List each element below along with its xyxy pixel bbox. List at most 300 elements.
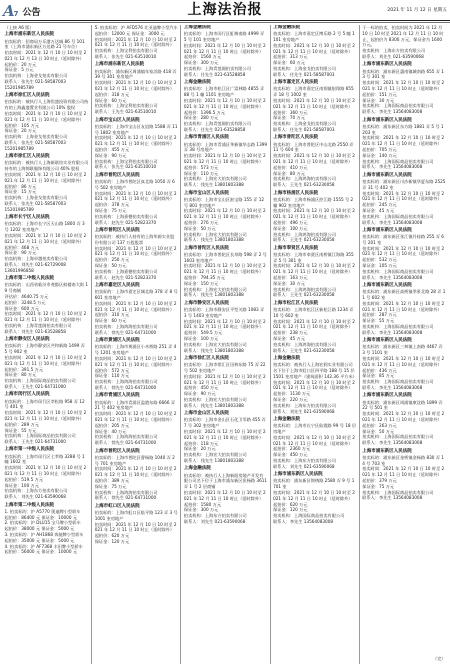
notice-line: 拍卖机构：上海宝利拍卖有限公司 — [94, 103, 158, 109]
auction-notice — [95, 173, 178, 226]
notice-line: 保证金：90 万元 — [4, 250, 37, 256]
notice-line: 起拍价：389 万元 — [94, 477, 130, 483]
notice-line: 拍卖时间：2021 年 12 月 10 日 10 时至 2021 年 12 月 11 日 10 时止（延时除外） — [362, 80, 445, 91]
notice-line: 起拍价：263 万元 — [362, 422, 397, 428]
notice-line: 拍卖标的：浦东新区张江镇丹桂路 255 弄 6 号 201 室 — [362, 234, 444, 245]
notice-court-name: 上海市闵行区人民法院 — [4, 392, 50, 398]
notice-line: 拍卖标的：被执行人上海恒盛投资有限公司持有的上海鑫盛置业有限公司 10% 股权 — [4, 99, 89, 111]
notice-line: 起拍价：450 万元 — [183, 385, 219, 391]
notice-line: 拍卖标的：上海市静安区平型关路 1083 弄 3 号 1403 室房地产 — [183, 307, 265, 318]
notice-line: 保证金：75 万元 — [94, 207, 127, 213]
notice-line: 拍卖标的：浦东新区三林镇上南路 4467 弄 3 号 1101 室 — [362, 344, 443, 356]
notice-line: 拍卖标的：上海市虹口区临平路 123 弄 3 号 1001 室房地产 — [94, 509, 178, 521]
section-label — [3, 1, 41, 19]
notice-line: 起拍价：360 万元 — [273, 109, 308, 115]
notice-line: 于一标的拍卖，拍卖时间为 2021 年 12 月 10 日 10 时至 2021 年 12 月 11 日 10 时止，起拍价为 8300 万元，保证金为 1600 万元。 — [362, 25, 444, 48]
notice-line: 拍卖时间：2021 年 12 月 10 日 10 时至 2021 年 12 月 11 日 10 时止（延时除外） — [94, 466, 177, 478]
notice-court-name: 上海市第二中级人民法院 — [4, 502, 54, 508]
notice-court-name: 上海市金山区人民法院 — [183, 411, 229, 417]
notice-line: 拍卖机构：上海国际商品拍卖有限公司 — [273, 513, 345, 519]
notice-line: 起拍价：313 万元 — [273, 54, 308, 60]
notice-court-name: 上海市普陀区人民法院 — [94, 172, 140, 178]
notice-line: 联系人：李先生 13564083008 — [362, 109, 423, 115]
notice-line: 拍卖机构：上海鸿海拍卖有限公司 — [273, 231, 336, 237]
notice-line: 联系人：钱先生 13801803388 — [183, 347, 244, 353]
notice-line: 拍卖标的：浦东新区川沙新镇华夏东路 2525 弄 31 号 402 室 — [362, 178, 446, 190]
notice-line: 拍卖机构：上海鸿海拍卖有限公司 — [94, 324, 158, 330]
notice-court-name: 上海市第二中级人民法院 — [4, 276, 54, 282]
notice-line: 拍卖时间：2021 年 12 月 10 日 10 时至 2021 年 12 月 11 日 10 时止（延时除外） — [4, 172, 87, 183]
notice-line: 拍卖时间：2021 年 12 月 10 日 10 时至 2021 年 12 月 11 日 10 时止（延时除外） — [362, 466, 445, 478]
notice-line: 起拍价：468 万元 — [4, 244, 39, 250]
notice-line: 起拍价：287 万元 — [362, 312, 397, 318]
notice-line: 保证金：300 万元 — [183, 60, 219, 66]
auction-notice — [362, 393, 445, 446]
notice-court-name: 上海市普陀区人民法院 — [94, 227, 140, 233]
notice-line: 拍卖机构：上海国际商品拍卖有限公司 — [362, 379, 434, 385]
notice-line: 拍卖机构：上海国际商品拍卖有限公司 — [362, 103, 434, 109]
notice-line: 起拍价：549.5 万元 — [183, 330, 223, 336]
notice-line: 联系人：刘先生 021-63528858 — [4, 328, 66, 334]
notice-line: 联系人：钱先生 13801803388 — [183, 237, 244, 243]
notice-line: 联系人：王先生 021-63230058 — [273, 292, 335, 298]
notice-line: 拍卖标的：浦东新区金桥镇金杨路 830 弄 14 号 703 室 — [362, 454, 444, 466]
notice-line: 联系人：任先生 021-58587003 — [273, 126, 335, 132]
notice-line: 联系人：李先生 13564083008 — [362, 164, 423, 170]
newspaper-masthead: 上海法治报 — [187, 2, 263, 18]
notice-line: 联系人：李先生 13564083008 — [362, 385, 423, 391]
notice-court-name: 上海市黄浦区人民法院 — [94, 338, 140, 344]
notice-line: 拍卖时间：2021 年 12 月 10 日 10 时至 2021 年 12 月 11 日 10 时止（延时除外） — [362, 356, 445, 367]
notice-line: 保证金：120 万元 — [94, 538, 130, 544]
notice-court-name: 上海市浦东新区人民法院 — [362, 338, 412, 344]
notice-line: 拍卖标的：上海市宝山区淞宝路 155 弄 12 号 801 室房地产 — [183, 196, 265, 208]
notice-line: 联系人：钱先生 13801803388 — [183, 402, 244, 408]
auction-notice — [5, 447, 89, 500]
notice-court-name: 上海市静安区人民法院 — [183, 300, 229, 306]
column-3 — [180, 25, 269, 664]
notice-court-name: 上海市普陀区人民法院 — [273, 135, 319, 141]
notice-line: 拍卖标的：上海市嘉定区城北路 378 弄 8 号 601 室房地产 — [94, 289, 178, 301]
notice-line: 拍卖机构：上海国际商品拍卖有限公司 — [4, 433, 76, 439]
notice-line: 保证金：220 万元 — [273, 397, 308, 403]
notice-line: 起拍价：572 万元 — [94, 367, 130, 373]
notice-line: 起拍价：620 万元 — [94, 533, 130, 539]
notice-line: 联系人：徐先生 021-64731000 — [94, 440, 157, 446]
notice-line: 起拍价：1396.5 万元 — [183, 109, 225, 115]
notice-line: 联系人：李先生 13564083008 — [362, 495, 423, 501]
notice-line: 拍卖时间：2021 年 12 月 10 日 10 时至 2021 年 12 月 11 日 10 时止（延时除外） — [94, 521, 177, 533]
notice-line: 拍卖标的：上海市徐汇区田林东路 75 弄 22 号 502 室房地产 — [183, 362, 266, 374]
auction-notice — [95, 25, 178, 60]
notice-line: 起拍价：1560 万元 — [183, 54, 222, 60]
notice-line: 拍卖机构：上海东方拍卖有限公司 — [4, 488, 68, 494]
notice-line: 起拍价：118 万元 — [183, 440, 219, 446]
auction-notice — [362, 118, 445, 171]
notice-line: 拍卖时间：2021 年 12 月 10 日 10 时至 2021 年 12 月 11 日 10 时止（延时除外） — [4, 311, 87, 323]
notice-line: 保证金：50 万元 — [183, 225, 216, 231]
notice-line: 拍卖标的：上海市青浦区华新镇华志路 1399 弄 38 号房地产 — [183, 141, 268, 153]
notice-line: 起拍价：238 万元 — [273, 330, 308, 336]
notice-line: 保证金：80 万元 — [4, 372, 37, 378]
notice-line: 保证金：120 万元 — [273, 507, 308, 513]
notice-line: 联系人：张先生 021-58587003 — [4, 140, 66, 146]
notice-court-name: 上海市静安区人民法院 — [4, 337, 50, 343]
notice-line: 联系人：李先生 13564083008 — [362, 219, 423, 225]
notice-court-name: 上海金融法院 — [183, 466, 211, 472]
notice-line: 拍卖时间：2021 年 12 月 10 日 10 时至 2021 年 12 月 11 日 10 时止（延时除外） — [183, 429, 266, 440]
notice-court-name: 上海市徐汇区人民法院 — [4, 154, 50, 160]
notice-line: 拍卖时间：2021 年 12 月 10 日 10 时至 2021 年 12 月 11 日 10 时止（延时除外） — [183, 42, 266, 54]
notice-line: 拍卖时间：2021 年 12 月 10 日 10 时至 2021 年 12 月 11 日 10 时止（延时除外） — [273, 434, 355, 446]
auction-notice — [184, 25, 267, 78]
notice-line: 保证金：20 万元 — [4, 128, 37, 134]
notice-line: 拍卖机构：上海东方拍卖有限公司 — [273, 402, 336, 408]
notice-court-name: 上海市浦东新区人民法院 — [362, 62, 412, 68]
notice-line: 拍卖标的：上海市金山区石化卫零路 455 弄 7 号 302 室房地产 — [183, 417, 266, 429]
notice-columns — [2, 25, 448, 664]
notice-line: 起拍价：289 万元 — [4, 421, 39, 427]
auction-notice — [5, 215, 89, 273]
notice-line: 拍卖机构：上海金戈拍卖有限公司 — [4, 73, 68, 79]
notice-court-name: 上海市长宁区人民法院 — [4, 215, 50, 221]
notice-court-name: 上海市松江区人民法院 — [273, 300, 319, 306]
notice-line: 拍卖时间：2021 年 12 月 10 日 10 时至 2021 年 12 月 11 日 10 时止（延时除外） — [94, 135, 177, 147]
notice-line: 拍卖机构：上海嘉德拍卖有限公司 — [94, 213, 158, 219]
notice-court-name: 上海市奉贤区人民法院 — [273, 245, 319, 251]
column-4 — [270, 25, 359, 664]
auction-notice — [5, 32, 89, 90]
notice-court-name: 上海市嘉定区人民法院 — [94, 283, 140, 289]
notice-court-name: 上海市宝山区人民法院 — [183, 190, 229, 196]
notice-line: 保证金：5 万元 — [4, 67, 34, 73]
notice-line: 保证金：140 万元 — [362, 152, 397, 158]
notice-line: 拍卖机构：上海卓越拍卖有限公司 — [4, 256, 68, 262]
auction-notice — [273, 417, 356, 470]
notice-line: 拍卖机构：上海东方拍卖有限公司 — [362, 48, 426, 54]
notice-line: 保证金：75 万元 — [94, 483, 127, 489]
notice-line: 联系人：钱先生 13801803388 — [183, 182, 244, 188]
notice-court-name: 上海市浦东新区人民法院 — [362, 227, 412, 233]
notice-line: 起拍价：86400 元 保证金：10000 元 — [4, 514, 78, 520]
notice-line: 保证金：60 万元 — [94, 318, 127, 324]
auction-notice — [273, 25, 356, 78]
notice-line: 联系人：钱先生 13801803388 — [183, 292, 244, 298]
notice-line: 保证金：30 万元 — [362, 97, 395, 103]
auction-notice — [362, 449, 445, 502]
notice-line: 拍卖时间：2021 年 12 月 10 日 10 时至 2021 年 12 月 11 日 10 时止（延时除外） — [94, 300, 177, 312]
notice-line: 起拍价：12000 元 保证金：3000 元 — [94, 30, 165, 36]
auction-notice — [95, 504, 178, 545]
notice-line: 5. 拍卖标的：沪 AFD576 比亚迪牌小型汽车 — [94, 25, 178, 30]
notice-line: 拍卖机构：上海鸿海拍卖有限公司 — [94, 379, 158, 385]
notice-line: 拍卖标的：上海市普陀区曹杨路 1040 弄 2 号 701 室房地产 — [94, 454, 175, 466]
notice-line: 拍卖标的：被执行人上海宏润实业有限公司名下位于上海市虹口区四平路 188 号 15 层 1501 室房地产（建筑面积 142.36 平方米） — [273, 362, 357, 379]
notice-line: 保证金：20 万元 — [183, 446, 216, 452]
notice-line: 保证金：600 万元 — [4, 305, 39, 311]
notice-line: 拍卖机构：上海鸿海拍卖有限公司 — [273, 286, 336, 292]
auction-notice — [362, 62, 445, 115]
notice-line: 联系人：李先生 13564083008 — [362, 440, 423, 446]
notice-line: 联系人：张先生 021-63510010 — [94, 53, 157, 59]
notice-line: 拍卖机构：上海宏大拍卖有限公司 — [183, 176, 247, 182]
notice-line: 15201985789 — [4, 84, 34, 90]
notice-line: 拍卖标的：浦东新区惠南镇城南路 655 弄 13 号 301 室 — [362, 68, 444, 80]
section-letter: A — [3, 2, 15, 20]
notice-court-name: 上海金融法院 — [273, 417, 301, 422]
notice-line: 保证金：15 万元 — [4, 189, 37, 195]
notice-line: 联系人：王先生 021-63230058 — [273, 237, 335, 243]
notice-line: 起拍价：2360 万元 — [273, 446, 311, 452]
notice-line: 拍卖时间：2021 年 12 月 10 日 10 时至 2021 年 12 月 11 日 10 时止（延时除外） — [4, 354, 87, 366]
notice-line: 拍卖机构：上海宏大拍卖有限公司 — [183, 341, 247, 347]
notice-line: 起拍价：163 万元 — [273, 275, 308, 281]
auction-notice — [184, 80, 267, 133]
notice-line: 联系人：张先生 021-58587003 — [4, 79, 66, 85]
notice-line: 拍卖机构：上海国际商品拍卖有限公司 — [362, 268, 434, 274]
notice-line: 联系人：张先生 021-58587003 — [4, 201, 66, 207]
notice-line: 拍卖时间：2021 年 12 月 10 日 10 时至 2021 年 12 月 11 日 10 时止（延时除外） — [273, 318, 355, 330]
notice-line: 拍卖标的：上海市宝山区友谊路 1588 弄 11 号 1802 室房地产 — [94, 123, 178, 135]
notice-line: 联系人：徐先生 021-64731000 — [94, 385, 157, 391]
notice-line: 起拍价：705 万元 — [362, 146, 397, 152]
notice-line: 起拍价：410 万元 — [273, 164, 308, 170]
notice-court-name: 上海市浦东新区人民法院 — [362, 448, 412, 454]
notice-line: 起拍价：35000 元 保证金：5000 元 — [4, 537, 75, 543]
auction-notice — [273, 356, 356, 414]
auction-notice — [273, 80, 356, 133]
notice-line: 拍卖机构：上海国际商品拍卖有限公司 — [362, 324, 434, 330]
notice-line: 拍卖机构：上海宏大拍卖有限公司 — [183, 452, 247, 458]
notice-line: 联系人：王先生 021-64731000 — [4, 439, 66, 445]
notice-line: 联系人：王先生 021-63230058 — [273, 182, 335, 188]
notice-court-name: 上海金融法院 — [183, 25, 211, 30]
notice-line: 联系人：刘先生 021-63590068 — [273, 463, 335, 469]
notice-line: 拍卖时间：2021 年 12 月 10 日 10 时至 2021 年 12 月 11 日 10 时止（延时除外） — [4, 465, 87, 477]
notice-line: 拍卖机构：上海宝利拍卖有限公司 — [94, 158, 158, 164]
notice-line: 保证金：90 万元 — [183, 391, 216, 397]
notice-line: 拍卖时间：2021 年 12 月 10 日 10 时至 2021 年 12 月 11 日 10 时止（延时除外） — [94, 190, 177, 202]
notice-line: 拍卖标的：上海市闵行区七莘路 3288 号 1 幢 1602 室 — [4, 453, 85, 465]
notice-line: 起拍价：86 万元 — [4, 183, 37, 189]
notice-line: 起拍价：1130 万元 — [273, 391, 311, 397]
notice-line: 拍卖机构：上海金戈拍卖有限公司 — [4, 134, 68, 140]
auction-notice — [184, 246, 267, 299]
notice-line: 拍卖时间：2021 年 12 月 10 日 10 时至 2021 年 12 月 11 日 10 时止（延时除外） — [273, 379, 355, 391]
notice-line: 拍卖机构：上海鸿海拍卖有限公司 — [273, 176, 336, 182]
notice-line: 保证金：40 万元 — [94, 428, 127, 434]
notice-line: 评估价：4640.75 万元 — [4, 293, 49, 299]
notice-line: 起拍价：1580 万元 — [183, 501, 222, 507]
auction-notice — [95, 62, 178, 115]
auction-notice — [95, 228, 178, 281]
notice-line: 保证金：45 万元 — [273, 336, 305, 342]
auction-notice — [5, 503, 89, 556]
notice-line: 起拍价：378 万元 — [94, 202, 130, 208]
notice-line: 起拍价：379 万元 — [362, 477, 397, 483]
notice-line: 保证金：150 万元 — [183, 280, 219, 286]
notice-line: 拍卖机构：上海国际商品拍卖有限公司 — [362, 434, 434, 440]
notice-line: 拍卖机构：上海青莲阁拍卖有限公司 — [183, 121, 251, 127]
notice-court-name: 上海市徐汇区人民法院 — [183, 356, 229, 362]
notice-line: 2. 拍卖标的：沪 DLU15 宝马牌小型轿车 — [4, 520, 81, 526]
notice-line: 起拍价：151 万元 — [362, 91, 397, 97]
notice-court-name: 上海市嘉定区人民法院 — [273, 80, 319, 86]
notice-line: 拍卖机构：上海鸿海拍卖有限公司 — [273, 341, 336, 347]
notice-line: 拍卖机构：上海金戈拍卖有限公司 — [4, 195, 68, 201]
notice-line: 保证金：100 万元 — [273, 225, 308, 231]
notice-line: 保证金：105 万元 — [362, 263, 397, 269]
notice-line: 联系人：王先生 021-63230058 — [273, 347, 335, 353]
notice-line: 保证金：70 万元 — [273, 115, 305, 121]
notice-line: 拍卖标的：上海市松江区新松江路 1234 弄 10 号 602 室 — [273, 307, 354, 318]
auction-notice — [184, 466, 267, 524]
notice-line: 保证金：280 万元 — [183, 115, 219, 121]
notice-line: 拍卖标的：上海市长宁区天山路 1800 弄 3 号 1202 室房地产 — [4, 221, 85, 233]
notice-line: 保证金：75 万元 — [362, 483, 395, 489]
notice-line: 拍卖机构：上海青莲阁拍卖有限公司 — [4, 322, 72, 328]
notice-line: 联系人：李先生 13564083008 — [273, 518, 334, 524]
notice-line: 拍卖标的：上海市普陀区中山北路 2550 弄 11 号 604 室 — [273, 141, 354, 153]
notice-line: 3. 拍卖标的：沪 AH1868 奔驰牌小型轿车 — [4, 532, 84, 538]
notice-line: 拍卖机构：上海东方拍卖有限公司 — [183, 513, 247, 519]
notice-line: 拍卖机构：上海国际商品拍卖有限公司 — [362, 213, 434, 219]
notice-line: 起拍价：245 万元 — [362, 202, 397, 208]
auction-notice — [273, 135, 356, 188]
auction-notice — [5, 154, 89, 212]
notice-line: 拍卖时间：2021 年 12 月 10 日 10 时至 2021 年 12 月 11 日 10 时止（延时除外） — [94, 245, 177, 257]
auction-notice — [273, 191, 356, 244]
notice-line: 拍卖时间：2021 年 12 月 10 日 10 时至 2021 年 12 月 11 日 10 时止（延时除外） — [94, 36, 177, 48]
notice-line: 保证金：30 万元 — [273, 280, 305, 286]
notice-line: 起拍价：496 万元 — [273, 219, 308, 225]
notice-line: 拍卖机构：上海东方拍卖有限公司 — [273, 457, 336, 463]
notice-line: 拍卖时间：2021 年 12 月 10 日 10 时至 2021 年 12 月 11 日 10 时止（延时除外） — [362, 300, 445, 312]
notice-line: 拍卖机构：上海金戈拍卖有限公司 — [273, 65, 336, 71]
notice-line: 起拍价：105 万元 — [4, 122, 39, 128]
notice-line: 起拍价：276 万元 — [183, 219, 219, 225]
notice-line: 拍卖时间：2021 年 12 月 10 日 10 时至 2021 年 12 月 11 日 10 时止（延时除外） — [362, 245, 445, 257]
notice-line: 联系人：刘先生 021-62729008 — [4, 261, 66, 267]
auction-notice — [184, 301, 267, 354]
notice-line: 拍卖时间：2021 年 12 月 10 日 10 时至 2021 年 12 月 11 日 10 时止（延时除外） — [273, 153, 355, 164]
auction-notice — [184, 356, 267, 409]
notice-line: 起拍价：205 万元 — [94, 422, 130, 428]
notice-line: 保证金：60 万元 — [273, 60, 305, 66]
notice-line: 联系人：刘先生 021-63590068 — [4, 494, 66, 500]
notice-line: 联系人：钱先生 13801803388 — [183, 457, 244, 463]
auction-notice — [273, 301, 356, 354]
notice-line: 拍卖标的：被执行人上海新阳房地产开发有限公司名下位于上海市浦东新区张杨路 3611 弄 1 号 2 层商铺 — [183, 472, 268, 490]
notice-line: 联系人：李先生 13564083008 — [362, 274, 423, 280]
notice-line: 拍卖时间：2021 年 12 月 10 日 10 时至 2021 年 12 月 11 日 10 时止（延时除外） — [362, 411, 445, 422]
auction-notice — [95, 393, 178, 446]
notice-line: 起拍价：310 万元 — [94, 312, 130, 318]
notice-line: 保证金：45 万元 — [362, 207, 395, 213]
notice-line: 拍卖机构：上海鸿海拍卖有限公司 — [94, 489, 158, 495]
notice-line: 联系人：赵先生 021-52823370 — [94, 274, 157, 280]
notice-line: 拍卖机构：上海国际商品拍卖有限公司 — [362, 489, 434, 495]
notice-line: 联系人：刘先生 021-63590068 — [362, 53, 424, 59]
notice-line: 保证金：100 万元 — [183, 336, 219, 342]
notice-line: 15201985789 — [4, 206, 34, 212]
notice-line: 拍卖机构：上海鸿海拍卖有限公司 — [94, 434, 158, 440]
notice-court-name: 上海金融法院 — [273, 25, 301, 30]
issue-date: 2021 年 11 月 12 日 星期五 — [387, 8, 447, 13]
notice-line: 起拍价：391.5 万元 — [4, 366, 43, 372]
notice-line: 拍卖标的：被执行人持有的上海华源实业股份有限公司 137 万股股票 — [94, 234, 175, 245]
notice-line: 拍卖时间：2021 年 12 月 10 日 10 时至 2021 年 12 月 11 日 10 时止（延时除外） — [273, 97, 355, 109]
notice-line: 拍卖时间：2021 年 12 月 10 日 10 时至 2021 年 12 月 11 日 10 时止（延时除外） — [273, 263, 355, 275]
notice-line: 联系人：任先生 021-63528858 — [183, 71, 246, 77]
notice-line: 拍卖机构：上海青莲阁拍卖有限公司 — [183, 65, 251, 71]
notice-line: 起拍价：38000 元 保证金：5000 元 — [4, 526, 75, 532]
notice-line: 保证金：90 万元 — [94, 152, 127, 158]
notice-line: 联系人：赵先生 021-52823370 — [94, 219, 157, 225]
notice-line: 拍卖时间：2021 年 12 月 10 日 10 时至 2021 年 12 月 11 日 10 时止（延时除外） — [273, 489, 355, 501]
continued-from-note: （上接 A6 版） — [4, 25, 34, 30]
notice-line: 拍卖标的：上海市长宁区仙霞路 99 号 18 层房地产 — [273, 423, 357, 434]
notice-court-name: 上海市普陀区人民法院 — [94, 448, 140, 454]
notice-line: 起拍价：56000 元 保证金：10000 元 — [4, 549, 78, 555]
notice-court-name: 上海金融法院 — [183, 80, 211, 86]
auction-notice — [362, 173, 445, 226]
auction-notice — [362, 25, 445, 60]
auction-notice — [95, 338, 178, 391]
notice-line: 4. 拍卖标的：沪 AF7368 丰田牌小型轿车 — [4, 543, 83, 549]
notice-line: 起拍价：620 万元 — [273, 501, 308, 507]
notice-line: 拍卖标的：上海市青浦区盈港东路 6666 弄 21 号 402 室房地产 — [94, 399, 176, 411]
notice-court-name: 上海市徐汇区人民法院 — [4, 93, 50, 99]
auction-notice — [362, 228, 445, 281]
auction-notice — [95, 283, 178, 336]
notice-line: 保证金：50 万元 — [362, 428, 395, 434]
notice-line: 联系人：任先生 021-63528858 — [183, 126, 246, 132]
notice-line: 拍卖时间：2021 年 12 月 10 日 10 时至 2021 年 12 月 11 日 10 时止（延时除外） — [183, 208, 266, 220]
auction-notice — [184, 191, 267, 244]
notice-line: 联系人：刘先生 021-63590068 — [183, 518, 246, 524]
notice-line: 拍卖标的：浦东新区高桥镇季景北路 28 弄 11 号 602 室 — [362, 289, 446, 301]
notice-line: 联系人：李先生 13564083008 — [362, 329, 423, 335]
notice-court-name: 上海市虹口区人民法院 — [94, 503, 140, 509]
notice-line: 保证金：55 万元 — [362, 318, 395, 324]
notice-line: 起拍价：318 万元 — [94, 91, 130, 97]
notice-line: 15201985789 — [4, 145, 34, 151]
notice-line: 拍卖时间：2021 年 12 月 10 日 10 时至 2021 年 12 月 11 日 10 时止（延时除外） — [94, 411, 177, 422]
column-5 — [359, 25, 448, 664]
column-1 — [2, 25, 91, 664]
notice-line: 联系人：徐先生 021-64731000 — [94, 329, 157, 335]
notice-line: 拍卖时间：2021 年 12 月 10 日 10 时至 2021 年 12 月 11 日 10 时止（延时除外） — [362, 135, 445, 147]
auction-notice — [5, 392, 89, 445]
notice-line: 联系人：王先生 021-63510010 — [94, 109, 157, 115]
notice-line: 拍卖机构：上海宏大拍卖有限公司 — [183, 286, 247, 292]
auction-notice — [5, 337, 89, 390]
notice-line: 起拍价：455 万元 — [94, 146, 130, 152]
notice-court-name: 上海市普陀区人民法院 — [183, 245, 229, 251]
notice-line: 保证金：110 万元 — [94, 373, 130, 379]
notice-line: 起拍价：3248.5 万元 — [4, 299, 46, 305]
notice-court-name: 上海市第一中级人民法院 — [4, 447, 54, 453]
notice-line: 拍卖时间：2021 年 12 月 10 日 10 时至 2021 年 12 月 11 日 10 时止（延时除外） — [94, 356, 177, 367]
notice-court-name: 上海市杨浦区人民法院 — [273, 190, 319, 196]
notice-line: 拍卖标的：上海市静安区共和新路 1499 弄 5 号 902 室 — [4, 343, 85, 355]
notice-court-name: 上海市青浦区人民法院 — [94, 393, 140, 399]
notice-line: 保证金：100 万元 — [4, 482, 39, 488]
auction-notice — [273, 472, 356, 525]
notice-line: 拍卖标的：上海市奉贤区南桥镇江海路 355 弄 5 号 301 室 — [273, 251, 354, 263]
notice-line: 拍卖时间：2021 年 12 月 10 日 10 时至 2021 年 12 月 13 日 10 时止（延时除外） — [4, 50, 87, 61]
